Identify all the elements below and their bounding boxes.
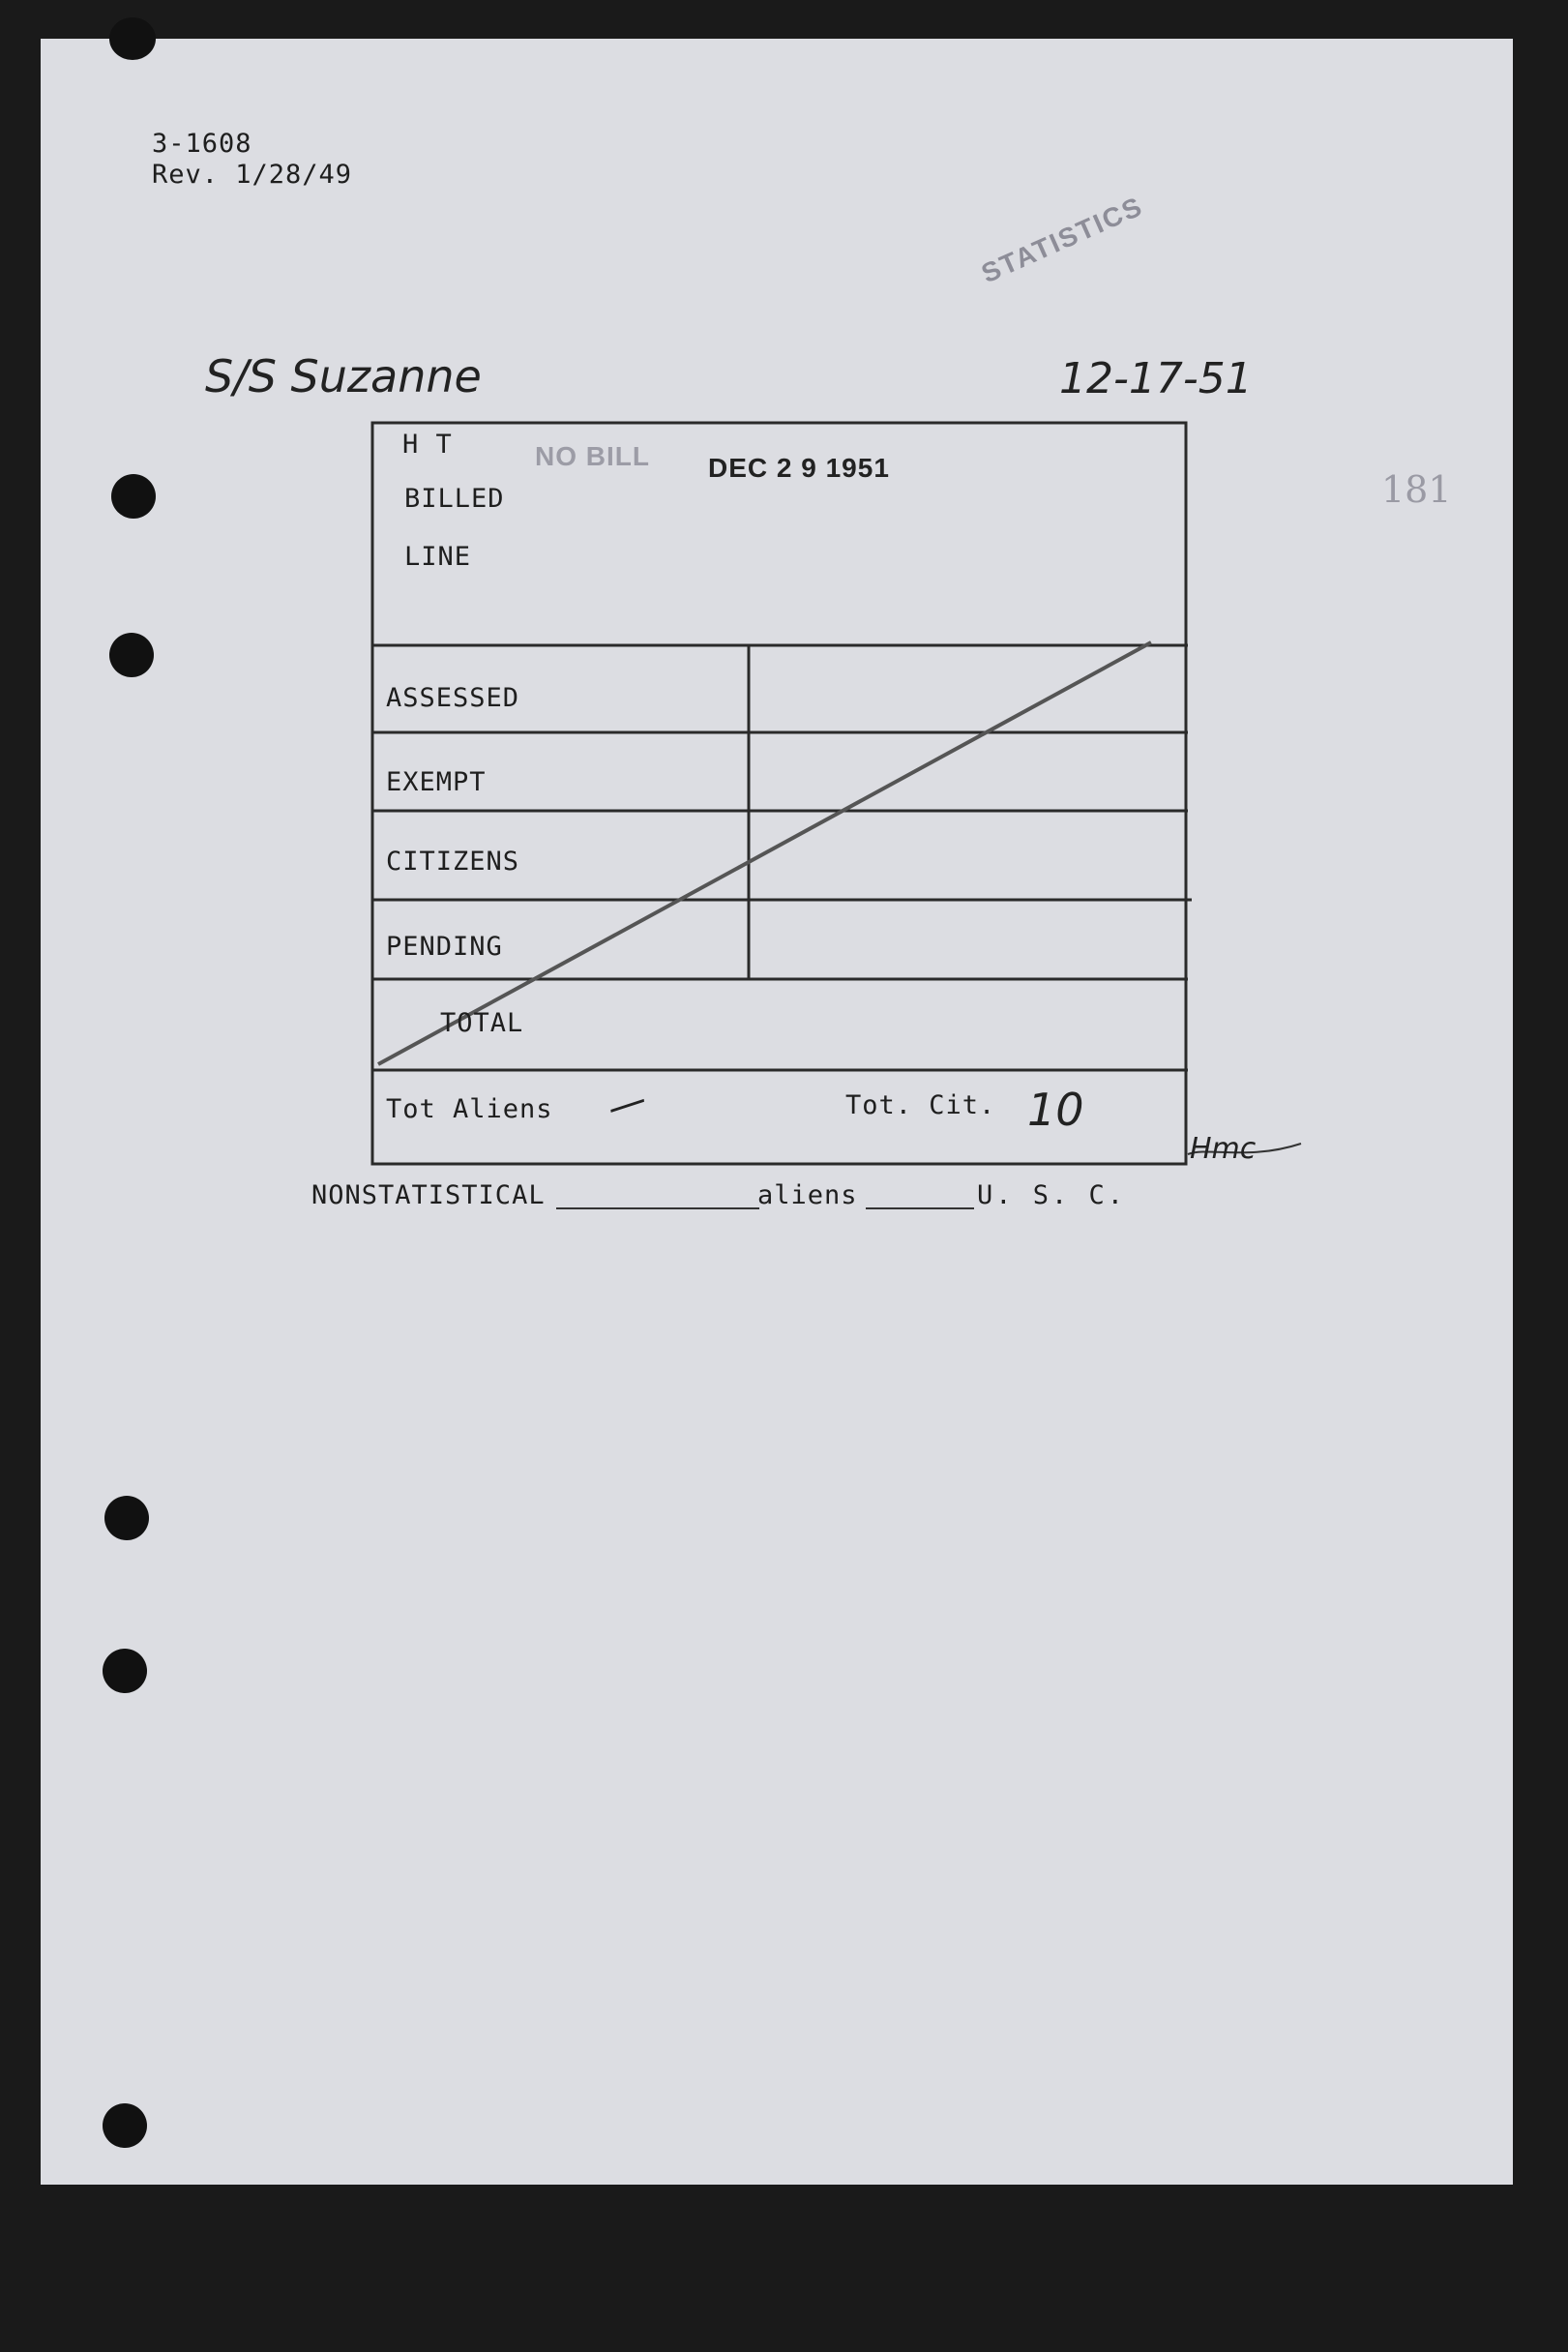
total-label: TOTAL [440, 1008, 524, 1038]
aliens-blank [866, 1207, 974, 1209]
tot-aliens-label: Tot Aliens [386, 1094, 553, 1124]
ht-label: H T [402, 430, 453, 460]
row-label-citizens: CITIZENS [386, 847, 520, 877]
form-revision: Rev. 1/28/49 [152, 160, 353, 190]
nonstatistical-label: NONSTATISTICAL [311, 1180, 546, 1210]
initials: Hmc [1190, 1132, 1257, 1166]
statistics-stamp: STATISTICS [977, 191, 1148, 289]
handwritten-date: 12-17-51 [1059, 354, 1253, 403]
tot-cit-value: 10 [1027, 1084, 1084, 1136]
usc-label: U. S. C. [977, 1180, 1127, 1210]
date-stamp: DEC 2 9 1951 [708, 453, 890, 483]
tot-cit-label: Tot. Cit. [845, 1090, 996, 1120]
vessel-name: S/S Suzanne [205, 350, 482, 402]
row-label-assessed: ASSESSED [386, 683, 520, 713]
line-label: LINE [404, 542, 472, 572]
page-number: 181 [1381, 468, 1452, 511]
form-number: 3-1608 [152, 129, 252, 159]
no-bill-stamp: NO BILL [535, 441, 650, 471]
billed-label: BILLED [404, 484, 505, 514]
row-label-pending: PENDING [386, 932, 503, 962]
aliens-label: aliens [757, 1180, 858, 1210]
nonstatistical-blank [556, 1207, 759, 1209]
tot-aliens-value: — [601, 1076, 653, 1132]
row-label-exempt: EXEMPT [386, 767, 487, 797]
